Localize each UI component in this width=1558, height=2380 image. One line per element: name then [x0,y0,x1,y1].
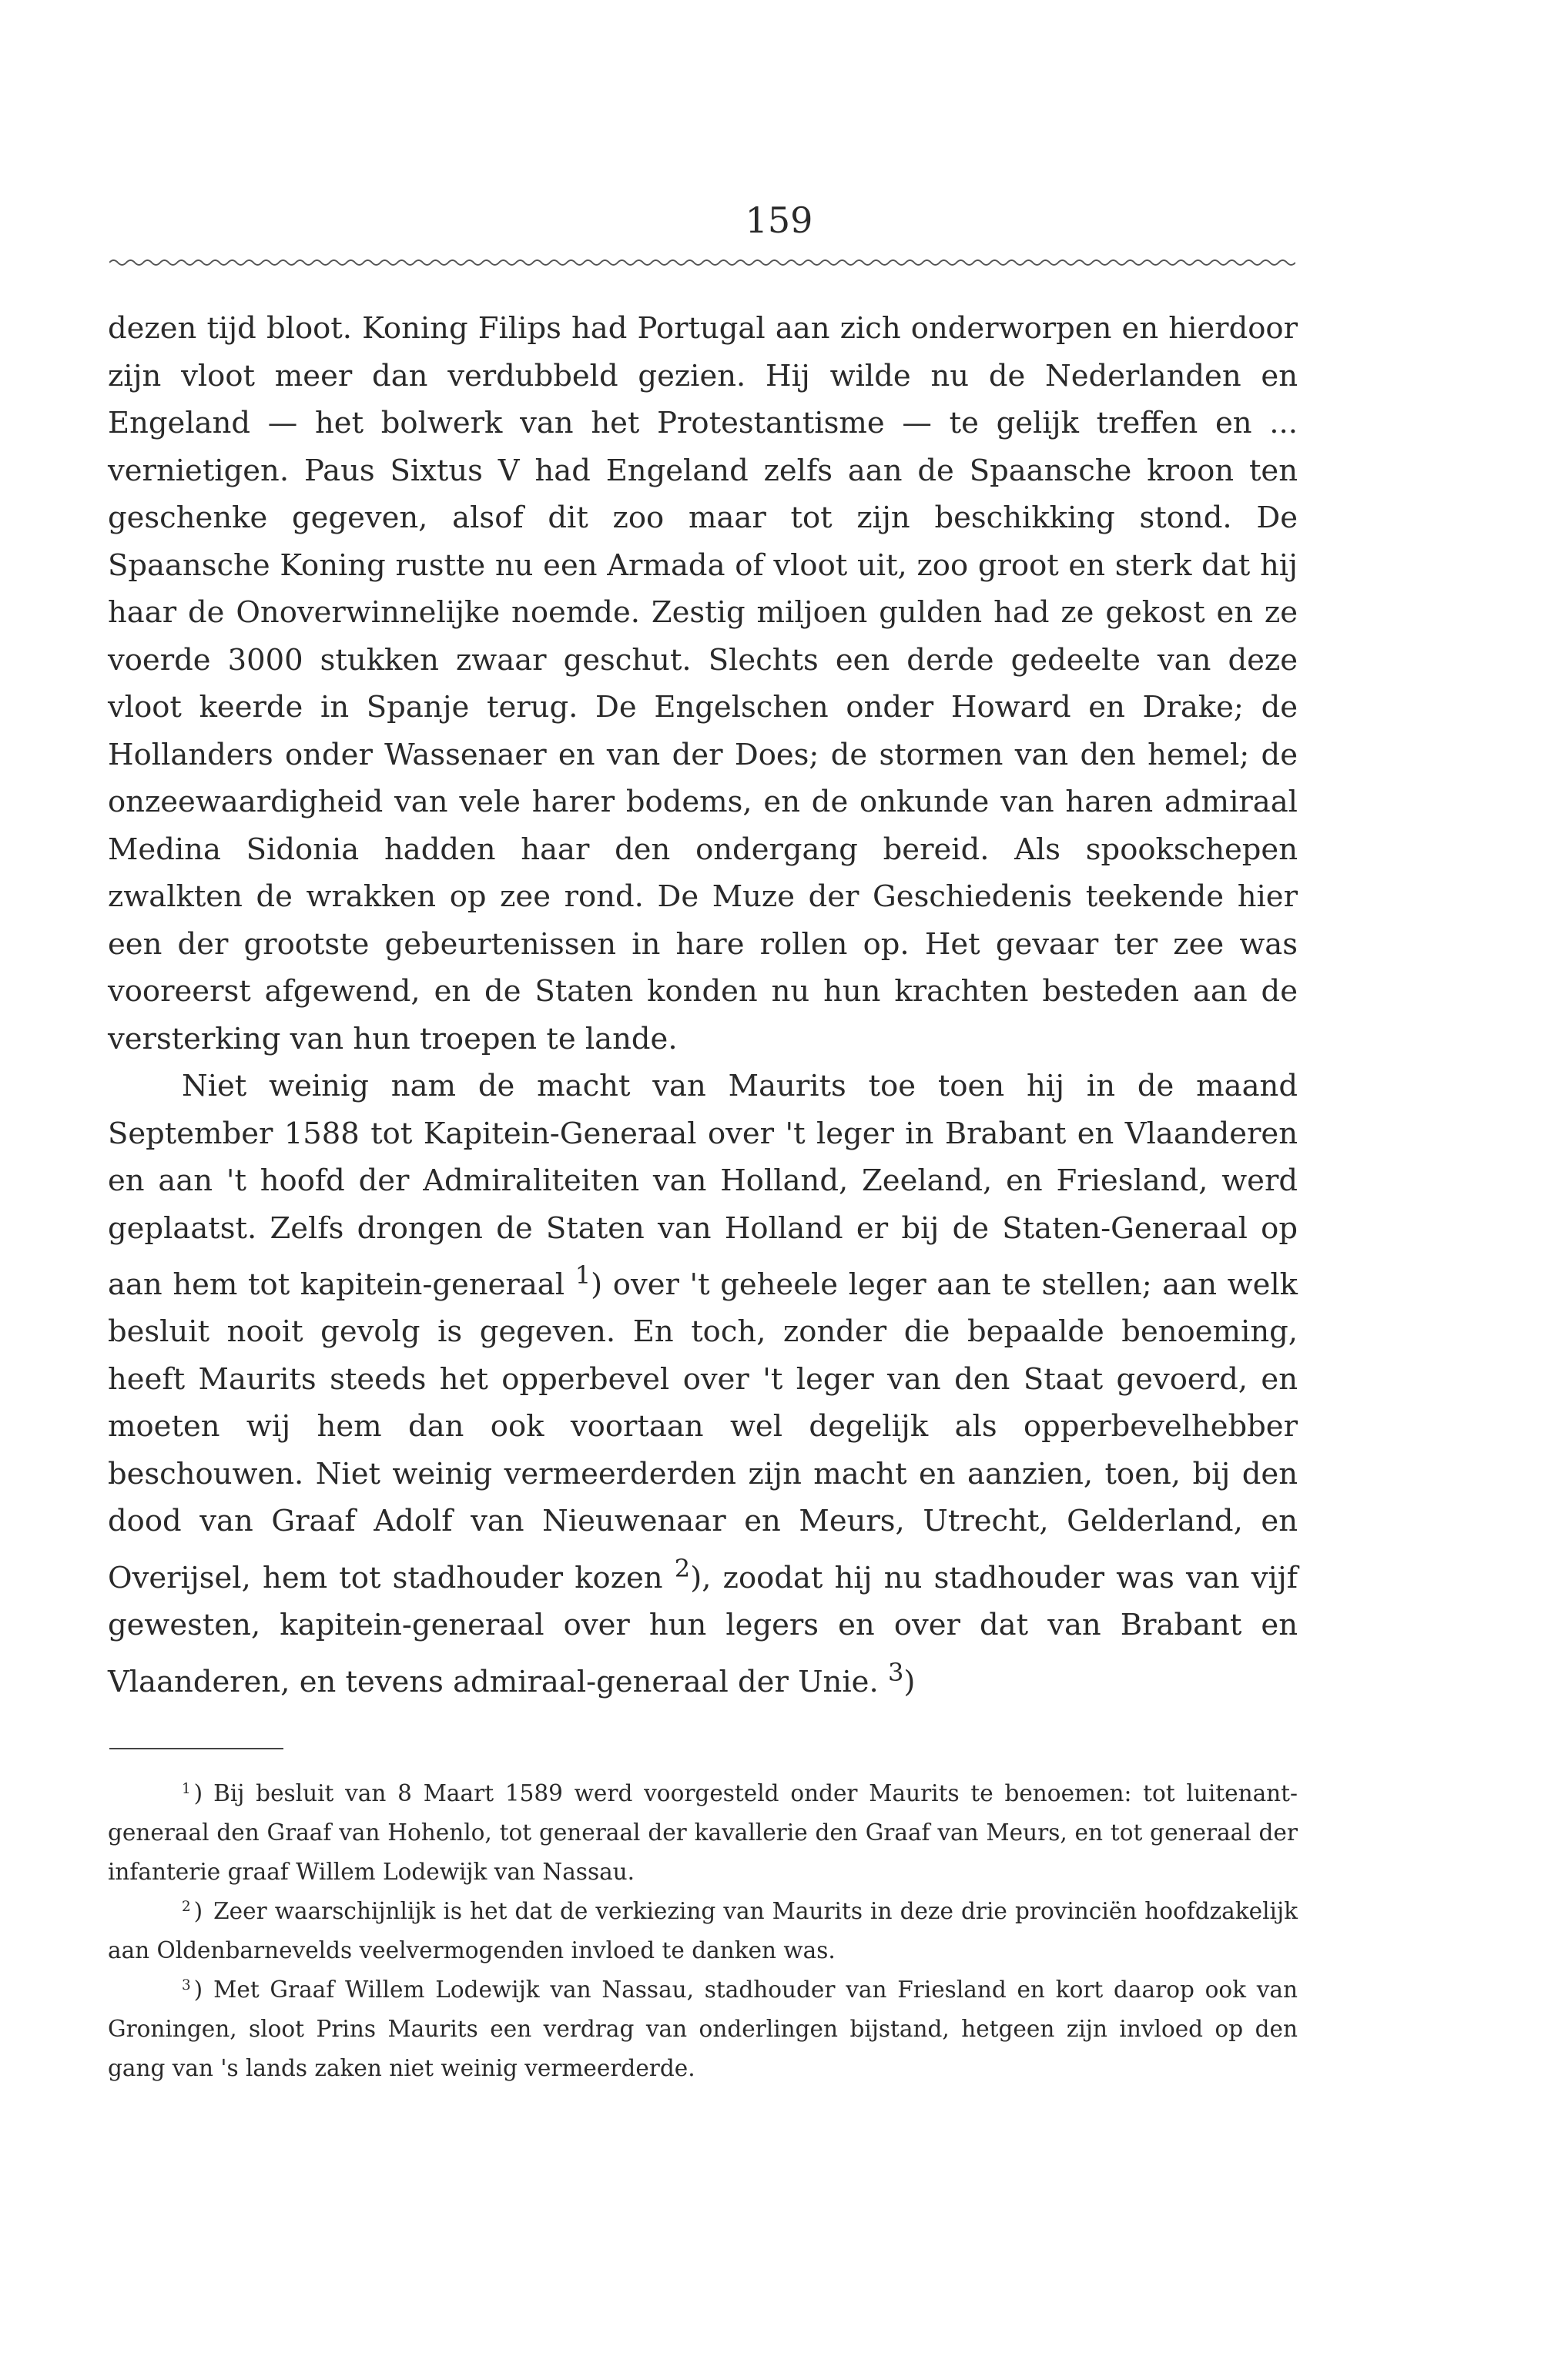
footnote-ref-2: 2 [674,1553,691,1583]
paragraph-1: dezen tijd bloot. Koning Filips had Portugal aan zich onderworpen en hierdoor zijn vloot meer dan verdubbeld gezien. Hij wilde nu de Nederlanden en Engeland — het bolwerk van het Protestantisme — te gelijk treffen en ... vernietigen. Paus Sixtus V had Engeland zelfs aan de Spaansche kroon ten geschenke gegeven, alsof dit zoo maar tot zijn beschikking stond. De Spaansche Koning rustte nu een Armada of vloot uit, zoo groot en sterk dat hij haar de Onoverwinnelijke noemde. Zestig miljoen gulden had ze gekost en ze voerde 3000 stukken zwaar geschut. Slechts een derde gedeelte van deze vloot keerde in Spanje terug. De Engelschen onder Howard en Drake; de Hollanders onder Wassenaer en van der Does; de stormen van den hemel; de onzeewaardigheid van vele harer bodems, en de onkunde van haren admiraal Medina Sidonia hadden haar den ondergang bereid. Als spookschepen zwalkten de wrakken op zee rond. De Muze der Geschiedenis teekende hier een der grootste gebeurtenissen in hare rollen op. Het gevaar ter zee was vooreerst afgewend, en de Staten konden nu hun krachten besteden aan de versterking van hun troepen te lande. [108,311,1298,1056]
footnote-3-text: Met Graaf Willem Lodewijk van Nassau, stadhouder van Friesland en kort daarop ook van Groningen, sloot Prins Maurits een verdrag van onderlingen bijstand, hetgeen zijn invloed op den gang van 's lands zaken niet weinig vermeerderde. [108,1977,1298,2081]
page-number: 159 [745,199,813,241]
footnote-2-paren: ) [193,1898,203,1924]
footnote-1 [108,1774,1298,1892]
ornamental-wavy-rule [109,257,1295,268]
footnote-separator [109,1748,283,1749]
footnote-ref-1-paren: ) [591,1267,603,1302]
footnote-ref-1: 1 [575,1260,591,1290]
footnote-2-mark: 2 [182,1898,191,1915]
footnote-ref-3: 3 [887,1657,904,1687]
paragraph-2-text-1: Niet weinig nam de macht van Maurits toe toen hij in de maand September 1588 tot Kapitein-Generaal over 't leger in Brabant en Vlaanderen en aan 't hoofd der Admiraliteiten van Holland, Zeeland, en Friesland, werd geplaatst. Zelfs drongen de Staten van Holland er bij de Staten-Generaal op aan hem tot kapitein-generaal [108,1069,1298,1302]
paragraph-2-text-2: over 't geheele leger aan te stellen; aan welk besluit nooit gevolg is gegeven. En toch, zonder die bepaalde benoeming, heeft Maurits steeds het opperbevel over 't leger van den Staat gevoerd, en moeten wij hem dan ook voortaan wel degelijk als opperbevelhebber beschouwen. Niet weinig vermeerderden zijn macht en aanzien, toen, bij den dood van Graaf Adolf van Nieuwenaar en Meurs, Utrecht, Gelderland, en Overijsel, hem tot stadhouder kozen [108,1267,1298,1595]
footnote-1-text: Bij besluit van 8 Maart 1589 werd voorgesteld onder Maurits te benoemen: tot luitenant-generaal den Graaf van Hohenlo, tot generaal der kavallerie den Graaf van Meurs, en tot generaal der infanterie graaf Willem Lodewijk van Nassau. [108,1780,1298,1885]
footnote-3-paren: ) [193,1977,203,2003]
footnote-1-paren: ) [193,1780,203,1806]
footnote-ref-3-paren: ) [903,1664,916,1699]
footnote-2 [108,1892,1298,1970]
footnote-2-text: Zeer waarschijnlijk is het dat de verkiezing van Maurits in deze drie provinciën hoofdzakelijk aan Oldenbarnevelds veelvermogenden invloed te danken was. [108,1898,1298,1963]
footnote-3 [108,1970,1298,2088]
paragraph-2 [108,1063,1298,1705]
main-text [108,305,1298,1705]
footnotes [108,1774,1298,2088]
footnote-1-mark: 1 [182,1780,191,1797]
footnote-ref-2-paren: ) [690,1560,702,1595]
paragraph-2-text-3: , zoodat hij nu stadhouder was van vijf gewesten, kapitein-generaal over hun legers en over dat van Brabant en Vlaanderen, en tevens admiraal-generaal der Unie. [108,1560,1298,1699]
footnote-3-mark: 3 [182,1977,191,1993]
